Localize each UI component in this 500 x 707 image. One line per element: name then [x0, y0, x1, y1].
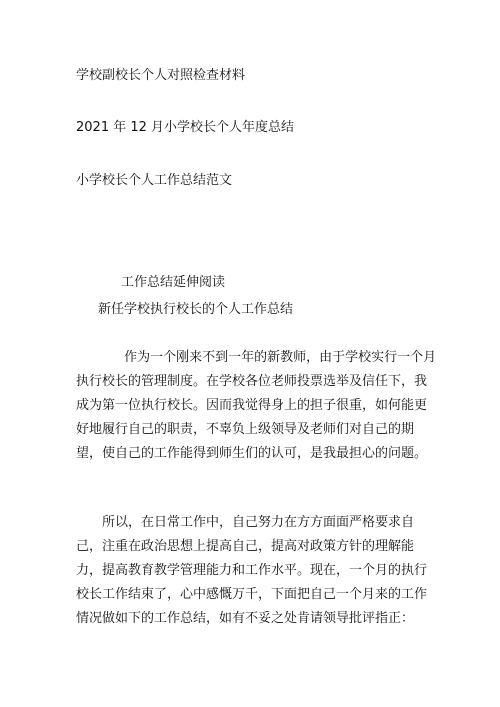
related-article-link-1[interactable]: 学校副校长个人对照检查材料 — [76, 68, 246, 83]
body-paragraph-1 — [76, 346, 438, 466]
section-heading: 工作总结延伸阅读 — [121, 275, 226, 290]
paragraph-text: 所以，在日常工作中，自己努力在方方面面严格要求自己，注重在政治思想上提高自己，提高对政策方针的理解能力，提高教育教学管理能力和工作水平。现在，一个月的执行校长工作结束了，心中感慨万千，下面把自己一个月来的工作情况做如下的工作总结，如有不妥之处肯请领导批评指正： — [76, 515, 428, 626]
paragraph-text: 作为一个刚来不到一年的新教师，由于学校实行一个月执行校长的管理制度。在学校各位老师投票选举及信任下，我成为第一位执行校长。因而我觉得身上的担子很重，如何能更好地履行自己的职责，不辜负上级领导及老师们对自己的期望，使自己的工作能得到师生们的认可，是我最担心的问题。 — [76, 350, 437, 461]
related-article-link-2[interactable]: 2021 年 12 月小学校长个人年度总结 — [76, 120, 295, 135]
related-article-link-3[interactable]: 小学校长个人工作总结范文 — [76, 173, 233, 188]
body-paragraph-2 — [76, 511, 438, 631]
article-title: 新任学校执行校长的个人工作总结 — [98, 302, 294, 317]
